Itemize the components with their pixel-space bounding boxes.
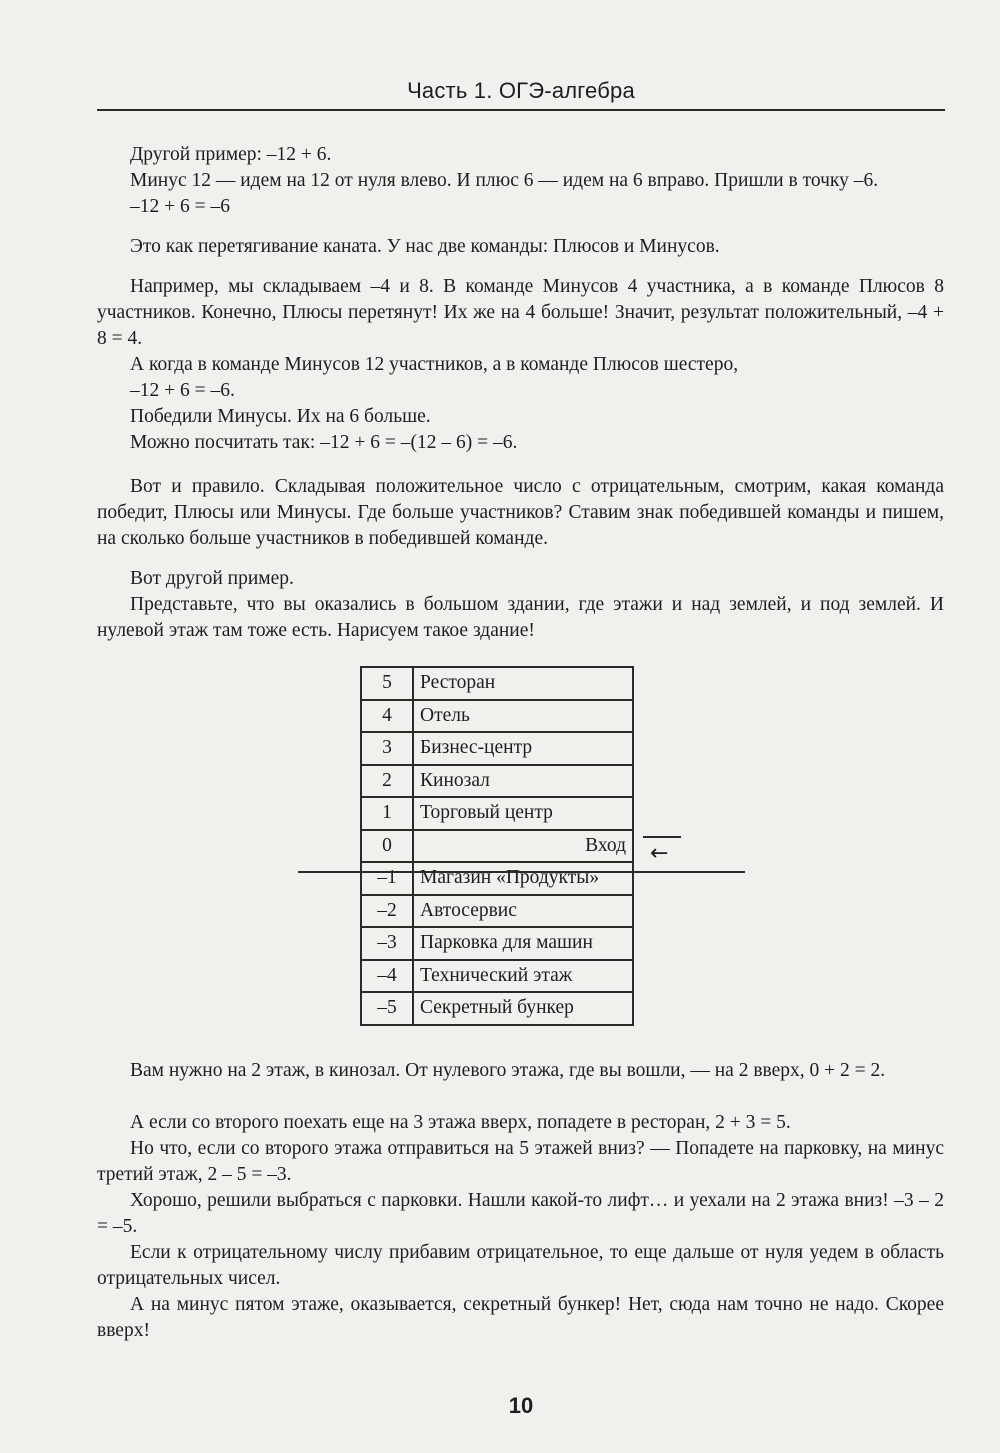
floor-name: Торговый центр bbox=[413, 797, 633, 830]
floor-number: 5 bbox=[361, 667, 413, 700]
floor-number: 3 bbox=[361, 732, 413, 765]
floor-row bbox=[361, 667, 633, 700]
floor-number: –5 bbox=[361, 992, 413, 1025]
entrance-label: Вход bbox=[585, 834, 626, 856]
floor-name: Кинозал bbox=[413, 765, 633, 798]
floor-number: –4 bbox=[361, 960, 413, 993]
floor-name: Ресторан bbox=[413, 667, 633, 700]
floor-row bbox=[361, 862, 633, 895]
floor-row bbox=[361, 895, 633, 928]
floor-number: 0 bbox=[361, 830, 413, 863]
entrance-ledge-line bbox=[643, 836, 681, 838]
floor-name: Магазин «Продукты» bbox=[413, 862, 633, 895]
floor-number: –1 bbox=[361, 862, 413, 895]
floor-row bbox=[361, 797, 633, 830]
floor-name: Бизнес-центр bbox=[413, 732, 633, 765]
paragraph: Представьте, что вы оказались в большом здании, где этажи и над землей, и под землей. И нулевой этаж там тоже есть. Нарисуем такое здание! bbox=[97, 594, 944, 641]
floor-number: 2 bbox=[361, 765, 413, 798]
paragraph-line: Вот другой пример. bbox=[130, 568, 294, 589]
floor-row bbox=[361, 830, 633, 863]
paragraph: А на минус пятом этаже, оказывается, секретный бункер! Нет, сюда нам точно не надо. Скорее вверх! bbox=[97, 1294, 944, 1341]
page-header-title: Часть 1. ОГЭ-алгебра bbox=[407, 78, 635, 103]
paragraph-line: А когда в команде Минусов 12 участников, а в команде Плюсов шестеро, bbox=[130, 354, 739, 375]
paragraph-line: Можно посчитать так: –12 + 6 = –(12 – 6) = –6. bbox=[130, 432, 518, 453]
floor-row bbox=[361, 992, 633, 1025]
paragraph: Вот и правило. Складывая положительное число с отрицательным, смотрим, какая команда победит, Плюсы или Минусы. Где больше участников? Ставим знак победившей команды и пишем, на сколько больше участников в победившей команде. bbox=[97, 476, 944, 549]
floor-name-cell bbox=[413, 830, 633, 863]
ground-line bbox=[298, 871, 745, 873]
paragraph-line: –12 + 6 = –6 bbox=[130, 196, 230, 217]
floor-name: Технический этаж bbox=[413, 960, 633, 993]
paragraph-line: –12 + 6 = –6. bbox=[130, 380, 235, 401]
paragraph-line: Минус 12 — идем на 12 от нуля влево. И плюс 6 — идем на 6 вправо. Пришли в точку –6. bbox=[130, 170, 879, 191]
header-rule bbox=[97, 109, 945, 111]
floor-row bbox=[361, 732, 633, 765]
floor-row bbox=[361, 765, 633, 798]
floor-row bbox=[361, 700, 633, 733]
floor-name: Секретный бункер bbox=[413, 992, 633, 1025]
floor-name: Парковка для машин bbox=[413, 927, 633, 960]
paragraph-line: Другой пример: –12 + 6. bbox=[130, 144, 332, 165]
paragraph: Это как перетягивание каната. У нас две команды: Плюсов и Минусов. bbox=[130, 236, 720, 257]
paragraph: Например, мы складываем –4 и 8. В команде Минусов 4 участника, а в команде Плюсов 8 участников. Конечно, Плюсы перетянут! Их же на 4 больше! Значит, результат положительный, –4 + 8 = 4. bbox=[97, 276, 944, 349]
paragraph: Хорошо, решили выбраться с парковки. Нашли какой-то лифт… и уехали на 2 этажа вниз! –3 – 2 = –5. bbox=[97, 1190, 944, 1237]
paragraph-line: Победили Минусы. Их на 6 больше. bbox=[130, 406, 431, 427]
floor-number: 4 bbox=[361, 700, 413, 733]
page-number: 10 bbox=[508, 1393, 534, 1418]
paragraph: А если со второго поехать еще на 3 этажа вверх, попадете в ресторан, 2 + 3 = 5. bbox=[130, 1112, 791, 1133]
floor-number: –3 bbox=[361, 927, 413, 960]
floor-name: Отель bbox=[413, 700, 633, 733]
floor-name: Автосервис bbox=[413, 895, 633, 928]
paragraph: Но что, если со второго этажа отправиться на 5 этажей вниз? — Попадете на парковку, на минус третий этаж, 2 – 5 = –3. bbox=[97, 1138, 944, 1185]
arrow-left-icon: ← bbox=[650, 841, 669, 866]
floor-row bbox=[361, 927, 633, 960]
building-table bbox=[360, 666, 634, 1026]
paragraph: Если к отрицательному числу прибавим отрицательное, то еще дальше от нуля уедем в область отрицательных чисел. bbox=[97, 1242, 944, 1289]
floor-number: –2 bbox=[361, 895, 413, 928]
paragraph: Вам нужно на 2 этаж, в кинозал. От нулевого этажа, где вы вошли, — на 2 вверх, 0 + 2 = 2. bbox=[130, 1060, 886, 1081]
floor-number: 1 bbox=[361, 797, 413, 830]
floor-row bbox=[361, 960, 633, 993]
